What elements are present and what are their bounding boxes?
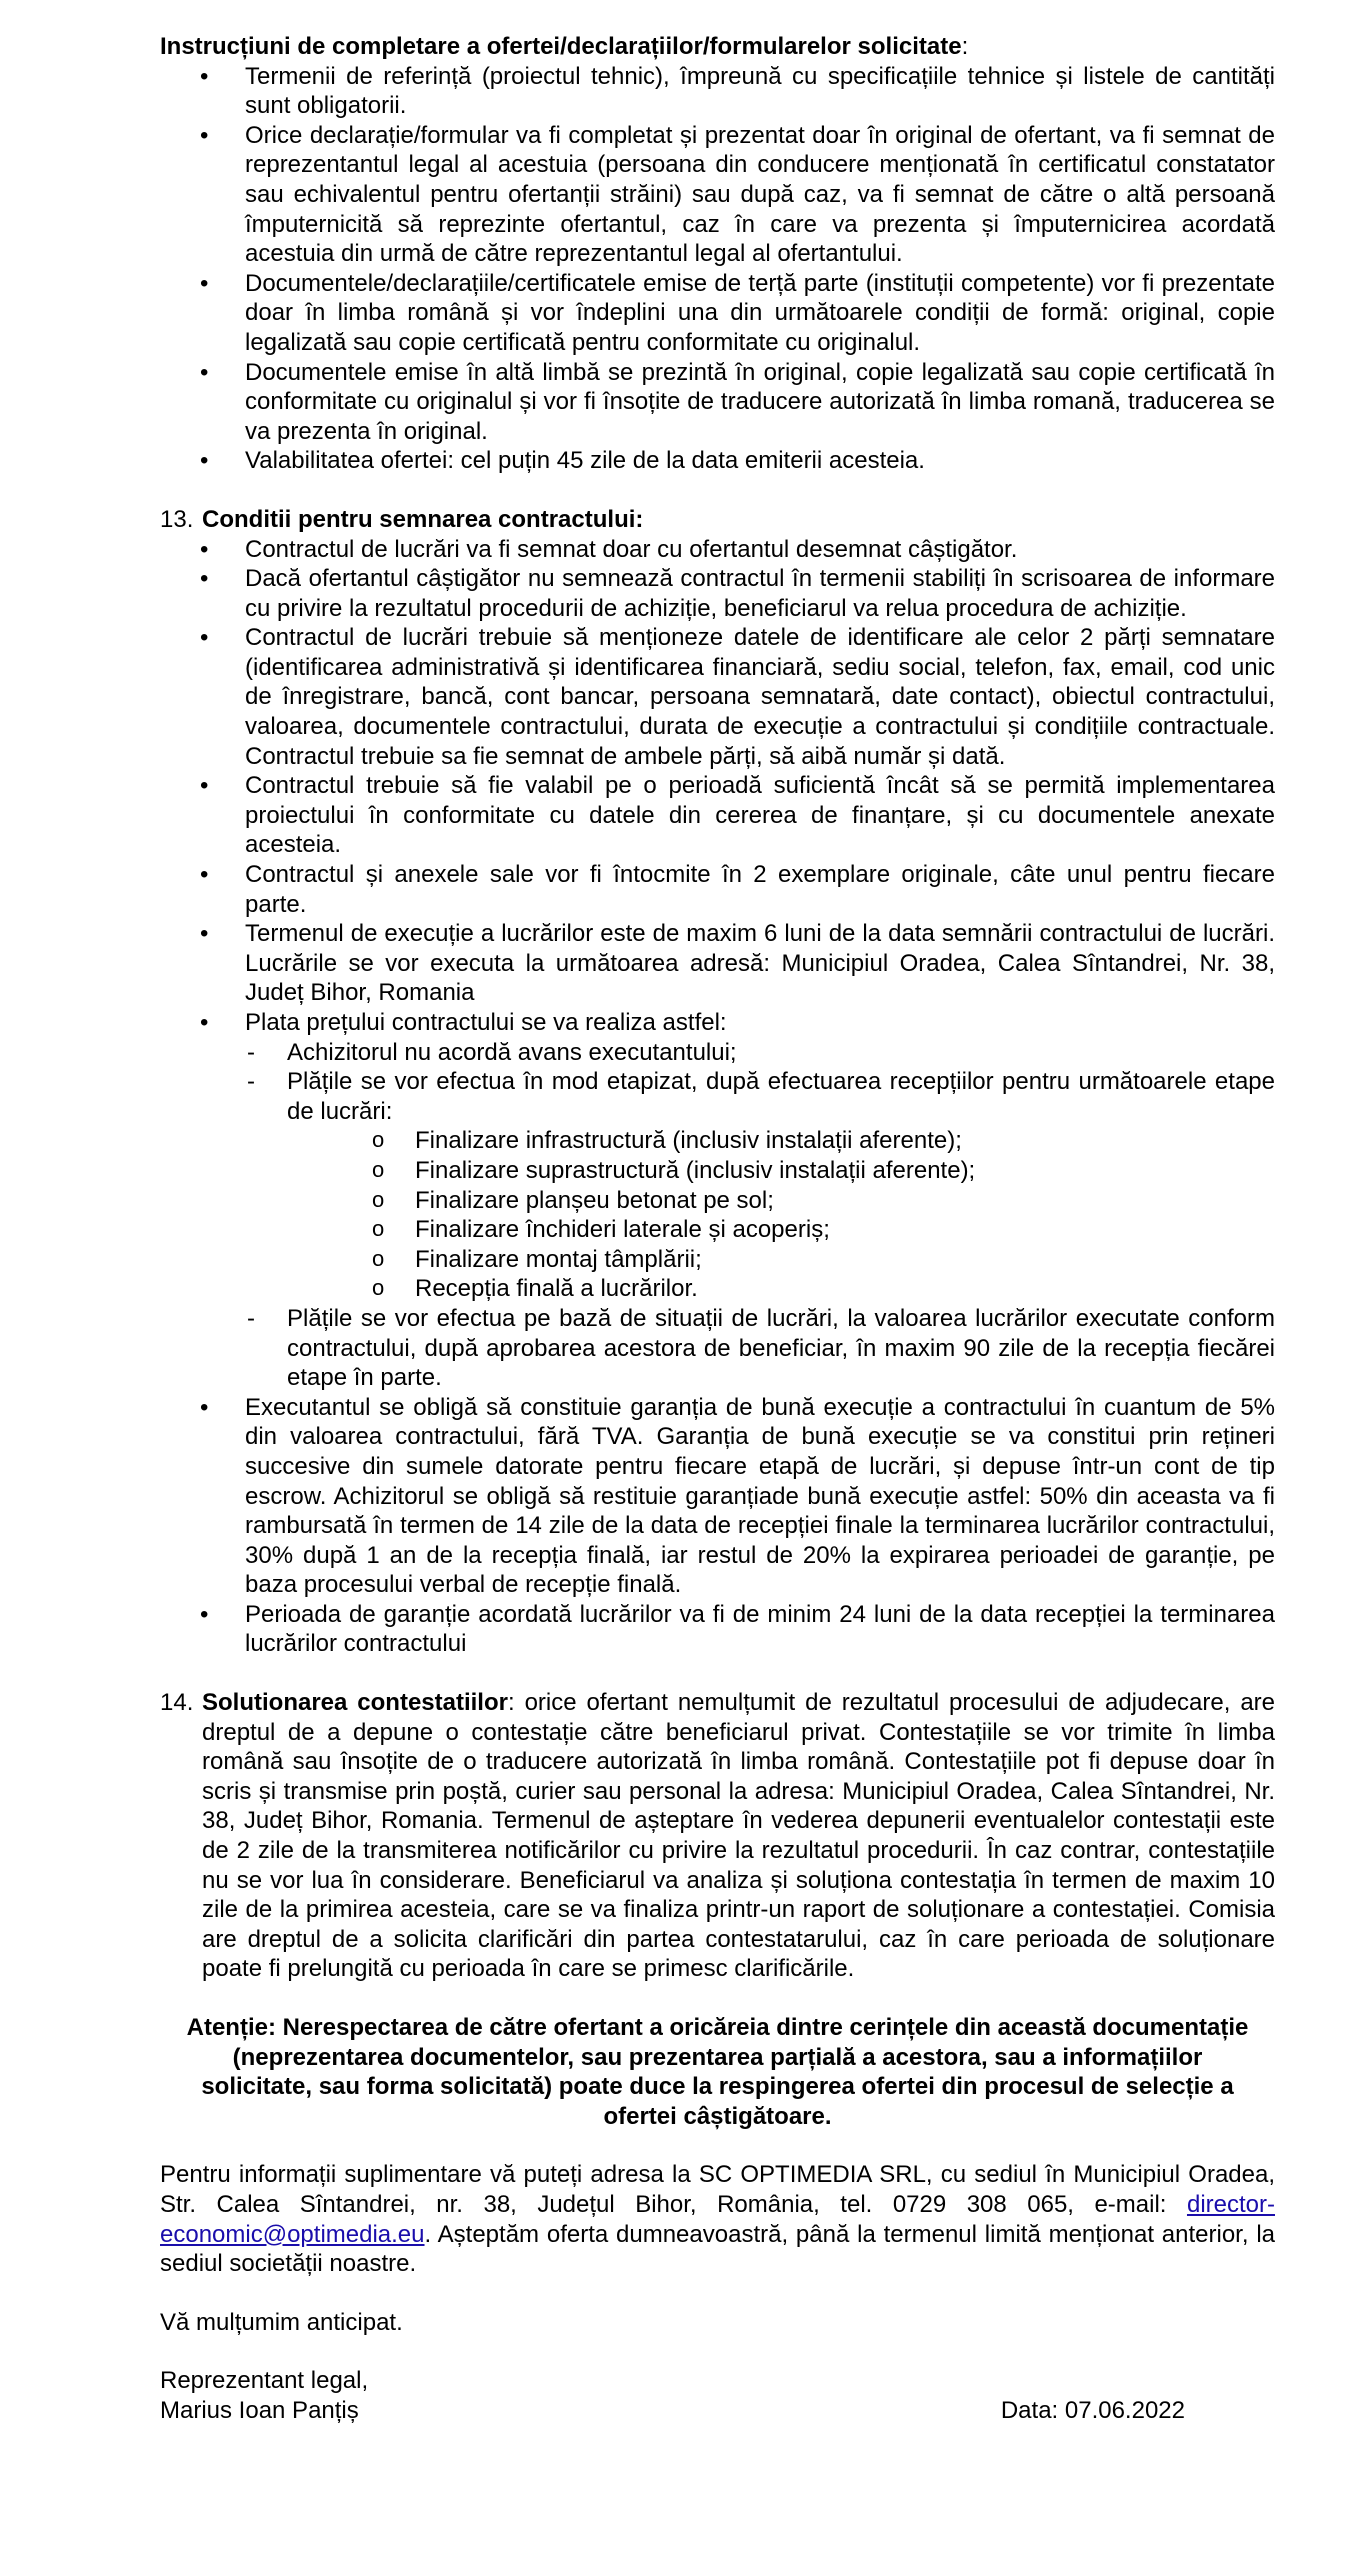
section-number: 14. (160, 1689, 194, 1717)
list-item: • Termenul de execuție a lucrărilor este de maxim 6 luni de la data semnării contractului de lucrări. Lucrările se vor executa la următoarea adresă: Municipiul Oradea, Calea Sîntandrei, Nr. 38, Județ Bihor, Romania (245, 919, 1275, 1008)
list-item: • Termenii de referință (proiectul tehnic), împreună cu specificațiile tehnice și listele de cantități sunt obligatorii. (245, 62, 1275, 121)
warning-notice: Atenție: Nerespectarea de către ofertant a oricăreia dintre cerințele din această documentație (neprezentarea documentelor, sau prezentarea parțială a acestora, sau a informațiilor solicitate, sau forma solicitată) poate duce la respingerea ofertei din procesul de selecție a ofertei câștigătoare. (186, 2014, 1249, 2130)
stage-item: o Recepția finală a lucrărilor. (415, 1274, 1275, 1304)
signature-name: Marius Ioan Panțiș (160, 2396, 359, 2424)
list-item: • Perioada de garanție acordată lucrărilor va fi de minim 24 luni de la data recepției la terminarea lucrărilor contractului (245, 1600, 1275, 1659)
payment-intro: Plata prețului contractului se va realiza astfel: (245, 1009, 727, 1036)
list-item: • Executantul se obligă să constituie garanția de bună execuție a contractului în cuantum de 5% din valoarea contractului, fără TVA. Garanția de bună execuție se va constitui prin rețineri succesive din sumele datorate pentru fiecare etapă de lucrări, și depuse într-un cont de tip escrow. Achizitorul se obligă să restituie garanțiade bună execuție astfel: 50% din aceasta va fi rambursată în termen de 14 zile de la data de recepției finale la terminarea lucrărilor contractului, 30% după 1 an de la recepția finală, iar restul de 20% la expirarea perioadei de garanție, pe baza procesului verbal de recepție finală. (245, 1393, 1275, 1600)
dash-item-text: Plățile se vor efectua în mod etapizat, după efectuarea recepțiilor pentru următoarele etape de lucrări: (287, 1068, 1275, 1125)
instructions-list (160, 62, 1275, 476)
payment-sublist (245, 1038, 1275, 1393)
document-date: Data: 07.06.2022 (1000, 2396, 1185, 2424)
list-item: • Contractul de lucrări va fi semnat doar cu ofertantul desemnat câștigător. (245, 535, 1275, 565)
section-14-text: : orice ofertant nemulțumit de rezultatul procesului de adjudecare, are dreptul de a depune o contestație către beneficiarul privat. Contestațiile se vor trimite în limba română sau însoțite de o traducere autorizată în limba română. Contestațiile pot fi depuse doar în scris și transmise prin poștă, curier sau personal la adresa: Municipiul Oradea, Calea Sîntandrei, Nr. 38, Județ Bihor, Romania. Termenul de așteptare în vederea depunerii eventualelor contestații este de 2 zile de la transmiterea notificărilor cu privire la rezultatul procedurii. În caz contrar, contestațiile nu se vor lua în considerare. Beneficiarul va analiza și soluționa contestația în termen de maxim 10 zile de la primirea acesteia, care se va finaliza printr-un raport de soluționare a contestației. Comisia are dreptul de a solicita clarificări din partea contestatarului, caz în care perioada de soluționare poate fi prelungită cu perioada în care se primesc clarificările. (202, 1689, 1276, 1983)
list-item: • Contractul și anexele sale vor fi întocmite în 2 exemplare originale, câte unul pentru fiecare parte. (245, 860, 1275, 919)
stage-item: o Finalizare infrastructură (inclusiv instalații aferente); (415, 1126, 1275, 1156)
signature-role: Reprezentant legal, (160, 2367, 369, 2395)
dash-item: - Achizitorul nu acordă avans executantului; (245, 1038, 1275, 1068)
dash-item (245, 1067, 1275, 1304)
stages-list (287, 1126, 1275, 1304)
instructions-heading (160, 32, 1275, 62)
contact-text-after: . Așteptăm oferta dumneavoastră, până la termenul limită menționat anterior, la sediul societății noastre. (160, 2220, 1275, 2278)
payment-item (245, 1008, 1275, 1393)
section-number: 13. (160, 505, 194, 533)
instructions-heading-title: Instrucțiuni de completare a ofertei/declarațiilor/formularelor solicitate (160, 33, 962, 60)
list-item: • Valabilitatea ofertei: cel puțin 45 zile de la data emiterii acesteia. (245, 446, 1275, 476)
heading-colon: : (961, 33, 969, 60)
stage-item: o Finalizare suprastructură (inclusiv instalații aferente); (415, 1156, 1275, 1186)
stage-item: o Finalizare planșeu betonat pe sol; (415, 1186, 1275, 1216)
signature-block (160, 2366, 1275, 2425)
section-title: Conditii pentru semnarea contractului: (202, 505, 644, 533)
thanks-line: Vă mulțumim anticipat. (160, 2308, 403, 2336)
list-item: • Orice declarație/formular va fi completat și prezentat doar în original de ofertant, va fi semnat de reprezentantul legal al acestuia (persoana din conducere menționată în certificatul constatator sau echivalentul pentru ofertanții străini) sau după caz, va fi semnat de către o altă persoană împuternicită să reprezinte ofertantul, caz în care va prezenta și împuternicirea acordată acestuia din urmă de către reprezentantul legal al ofertantului. (245, 121, 1275, 269)
list-item: • Contractul de lucrări trebuie să menționeze datele de identificare ale celor 2 părți semnatare (identificarea administrativă și identificarea financiară, sediu social, telefon, fax, email, cod unic de înregistrare, bancă, cont bancar, persoana semnatară, date contact), obiectul contractului, valoarea, documentele contractului, durata de execuție a contractului și condițiile contractuale. Contractul trebuie sa fie semnat de ambele părți, să aibă număr și dată. (245, 623, 1275, 771)
section-13-list (160, 535, 1275, 1660)
list-item: • Documentele emise în altă limbă se prezintă în original, copie legalizată sau copie certificată în conformitate cu originalul și vor fi însoțite de traducere autorizată în limba romană, traducerea se va prezenta în original. (245, 358, 1275, 447)
email-link[interactable]: director-economic@optimedia.eu (160, 2190, 1275, 2248)
contact-text: Pentru informații suplimentare vă puteți adresa la SC OPTIMEDIA SRL, cu sediul în Municipiul Oradea, Str. Calea Sîntandrei, nr. 38, Județul Bihor, România, tel. 0729 308 065, e-mail: (160, 2161, 1275, 2218)
section-14 (160, 1688, 1275, 1984)
list-item: • Contractul trebuie să fie valabil pe o perioadă suficientă încât să se permită implementarea proiectului în conformitate cu datele din cererea de finanțare, și cu documentele anexate acesteia. (245, 771, 1275, 860)
stage-item: o Finalizare închideri laterale și acoperiș; (415, 1215, 1275, 1245)
section-13-heading (160, 505, 1275, 535)
stage-item: o Finalizare montaj tâmplării; (415, 1245, 1275, 1275)
dash-item: - Plățile se vor efectua pe bază de situații de lucrări, la valoarea lucrărilor executate conform contractului, după aprobarea acestora de beneficiar, în maxim 90 zile de la recepția fiecărei etape în parte. (245, 1304, 1275, 1393)
section-title: Solutionarea contestatiilor (202, 1689, 508, 1717)
contact-paragraph (160, 2160, 1275, 2278)
list-item: • Documentele/declarațiile/certificatele emise de terță parte (instituții competente) vor fi prezentate doar în limba română și vor îndeplini una din următoarele condiții de formă: original, copie legalizată sau copie certificată pentru conformitate cu originalul. (245, 269, 1275, 358)
list-item: • Dacă ofertantul câștigător nu semnează contractul în termenii stabiliți în scrisoarea de informare cu privire la rezultatul procedurii de achiziție, beneficiarul va relua procedura de achiziție. (245, 564, 1275, 623)
document-body (160, 32, 1275, 2426)
